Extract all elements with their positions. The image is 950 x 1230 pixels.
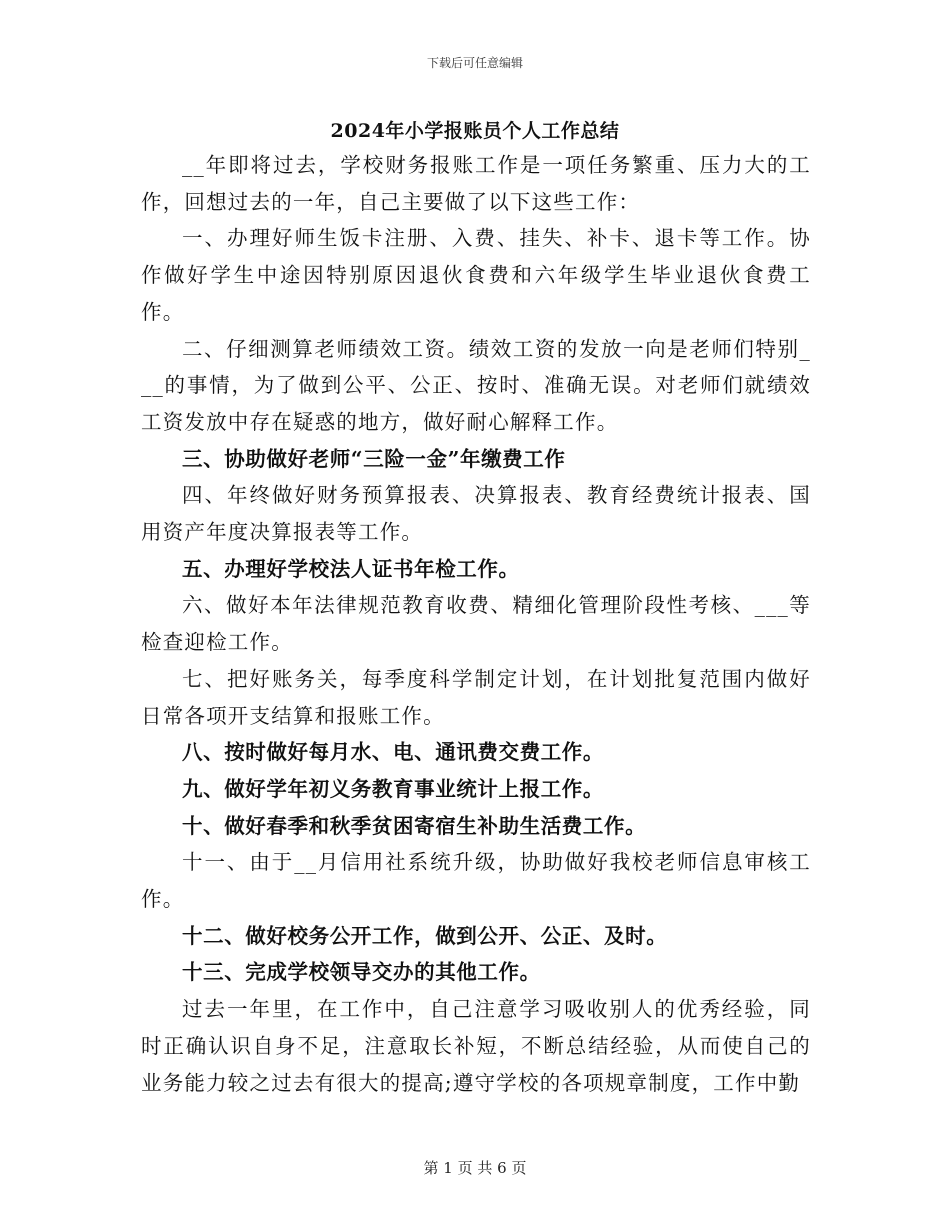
paragraph-item-13: 十三、完成学校领导交办的其他工作。 [182, 960, 541, 985]
paragraph-item-8: 八、按时做好每月水、电、通讯费交费工作。 [182, 740, 604, 765]
paragraph-item-11: 十一、由于__月信用社系统升级，协助做好我校老师信息审核工作。 [141, 850, 811, 912]
document-title: 2024年小学报账员个人工作总结 [330, 120, 620, 142]
paragraph-conclusion: 过去一年里，在工作中，自己注意学习吸收别人的优秀经验，同时正确认识自身不足，注意取长补短，不断总结经验，从而使自己的业务能力较之过去有很大的提高;遵守学校的各项规章制度，工作中勤 [141, 997, 811, 1095]
paragraph-item-12: 十二、做好校务公开工作，做到公开、公正、及时。 [182, 923, 668, 948]
paragraph-item-4: 四、年终做好财务预算报表、决算报表、教育经费统计报表、国用资产年度决算报表等工作。 [141, 483, 811, 545]
paragraph-item-3: 三、协助做好老师“三险一金”年缴费工作 [182, 446, 566, 471]
paragraph-item-2: 二、仔细测算老师绩效工资。绩效工资的发放一向是老师们特别___的事情，为了做到公平、公正、按时、准确无误。对老师们就绩效工资发放中存在疑惑的地方，做好耐心解释工作。 [141, 336, 811, 434]
paragraph-item-10: 十、做好春季和秋季贫困寄宿生补助生活费工作。 [182, 813, 647, 838]
header-note: 下载后可任意编辑 [426, 56, 523, 70]
paragraph-item-9: 九、做好学年初义务教育事业统计上报工作。 [182, 776, 604, 801]
paragraph-item-6: 六、做好本年法律规范教育收费、精细化管理阶段性考核、___等检查迎检工作。 [141, 593, 811, 655]
page-number-footer: 第 1 页 共 6 页 [423, 1159, 527, 1177]
document-body [141, 147, 811, 1101]
paragraph-item-5: 五、办理好学校法人证书年检工作。 [182, 556, 520, 581]
paragraph-intro: __年即将过去，学校财务报账工作是一项任务繁重、压力大的工作，回想过去的一年，自己主要做了以下这些工作： [141, 153, 811, 214]
paragraph-item-7: 七、把好账务关，每季度科学制定计划，在计划批复范围内做好日常各项开支结算和报账工作。 [141, 666, 811, 728]
paragraph-item-1: 一、办理好师生饭卡注册、入费、挂失、补卡、退卡等工作。协作做好学生中途因特别原因退伙食费和六年级学生毕业退伙食费工作。 [141, 226, 811, 324]
